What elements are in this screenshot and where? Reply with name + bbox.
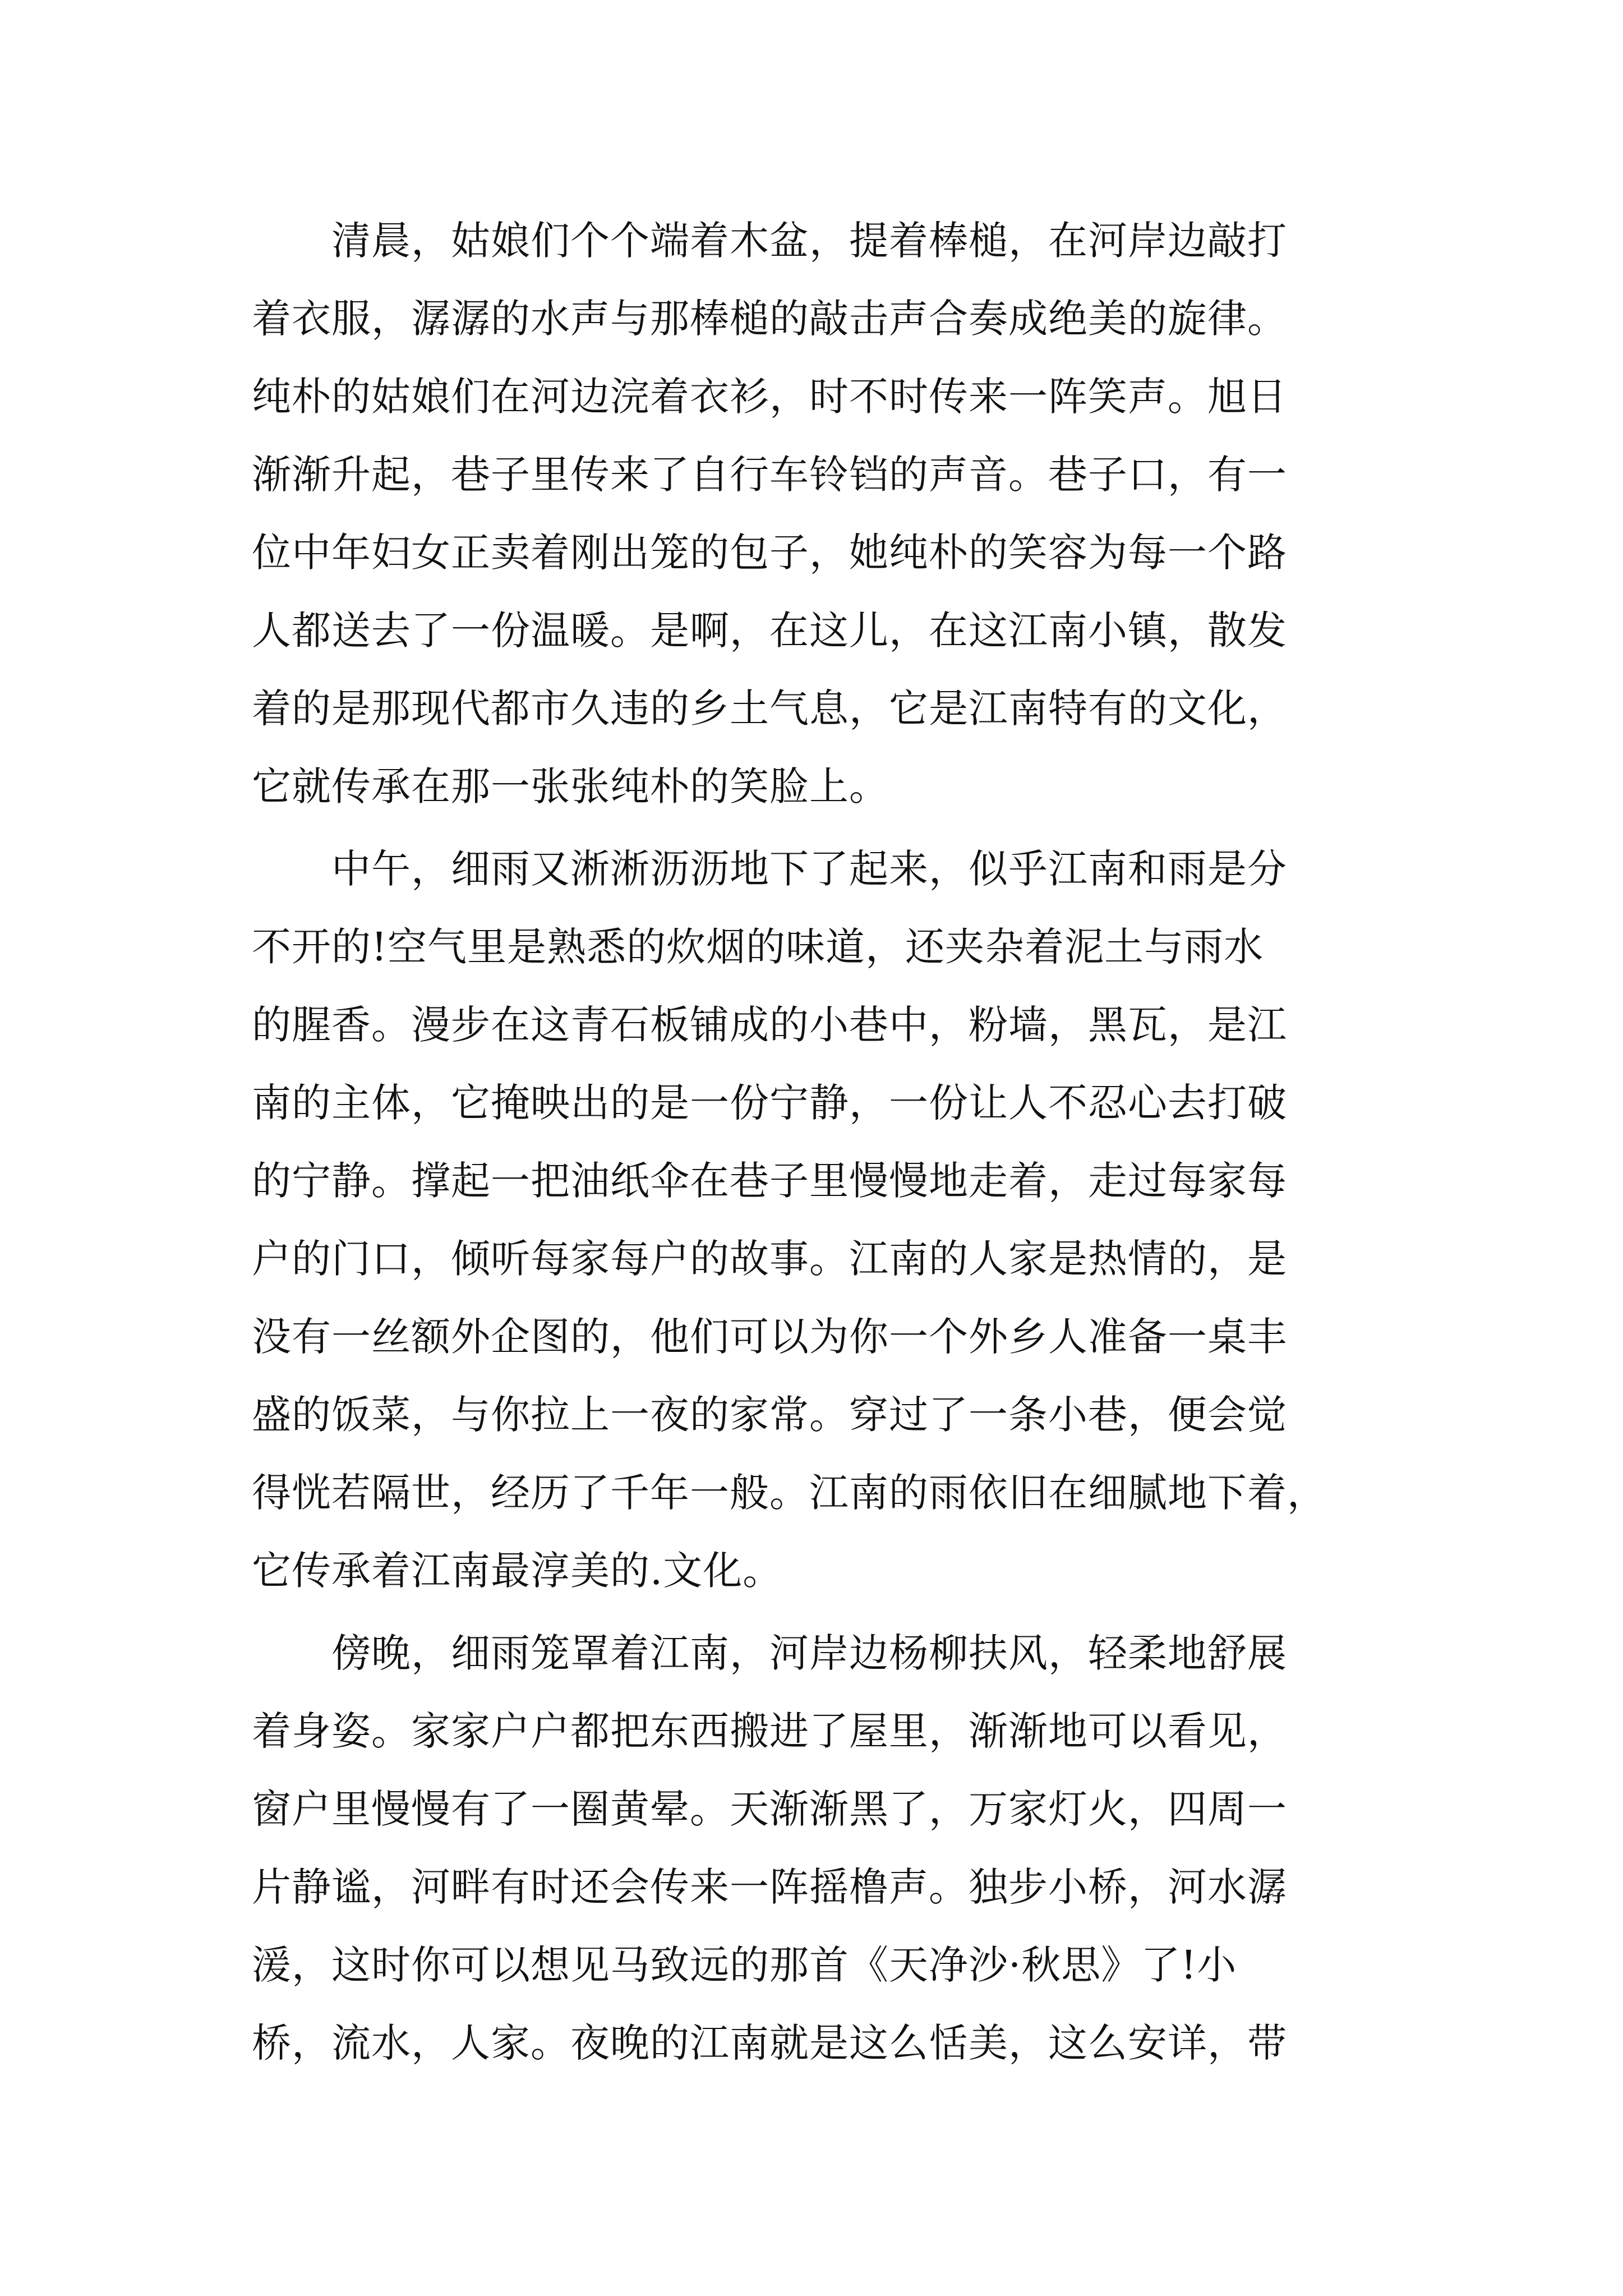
paragraph-3-line-3: 窗户里慢慢有了一圈黄晕。天渐渐黑了，万家灯火，四周一 (252, 1786, 1287, 1832)
paragraph-1-line-8: 它就传承在那一张张纯朴的笑脸上。 (252, 763, 889, 809)
paragraph-1-line-1: 清晨，姑娘们个个端着木盆，提着棒槌，在河岸边敲打 (252, 218, 1287, 264)
paragraph-3-line-5: 湲，这时你可以想见马致远的那首《天净沙·秋思》了!小 (252, 1942, 1237, 1988)
paragraph-3-line-2: 着身姿。家家户户都把东西搬进了屋里，渐渐地可以看见， (252, 1708, 1287, 1754)
paragraph-2-line-9: 得恍若隔世，经历了千年一般。江南的雨依旧在细腻地下着， (252, 1470, 1327, 1516)
paragraph-2-line-2: 不开的!空气里是熟悉的炊烟的味道，还夹杂着泥土与雨水 (252, 924, 1264, 970)
paragraph-2-line-8: 盛的饭菜，与你拉上一夜的家常。穿过了一条小巷，便会觉 (252, 1392, 1287, 1438)
paragraph-1-line-3: 纯朴的姑娘们在河边浣着衣衫，时不时传来一阵笑声。旭日 (252, 374, 1287, 420)
paragraph-gap (252, 1610, 1379, 1614)
paragraph-2-line-5: 的宁静。撑起一把油纸伞在巷子里慢慢地走着，走过每家每 (252, 1158, 1287, 1204)
paragraph-1-line-6: 人都送去了一份温暖。是啊，在这儿，在这江南小镇，散发 (252, 608, 1287, 654)
paragraph-1-line-4: 渐渐升起，巷子里传来了自行车铃铛的声音。巷子口，有一 (252, 452, 1287, 498)
paragraph-2-line-7: 没有一丝额外企图的，他们可以为你一个外乡人准备一桌丰 (252, 1314, 1287, 1360)
paragraph-2-line-1: 中午，细雨又淅淅沥沥地下了起来，似乎江南和雨是分 (252, 846, 1287, 892)
paragraph-3-line-1: 傍晚，细雨笼罩着江南，河岸边杨柳扶风，轻柔地舒展 (252, 1630, 1287, 1676)
paragraph-1-line-2: 着衣服，潺潺的水声与那棒槌的敲击声合奏成绝美的旋律。 (252, 296, 1287, 342)
paragraph-3-line-6: 桥，流水，人家。夜晚的江南就是这么恬美，这么安详，带 (252, 2020, 1287, 2066)
document-body (252, 202, 1379, 2082)
paragraph-1-line-7: 着的是那现代都市久违的乡土气息，它是江南特有的文化， (252, 685, 1287, 731)
paragraph-1-line-5: 位中年妇女正卖着刚出笼的包子，她纯朴的笑容为每一个路 (252, 530, 1287, 576)
paragraph-2-line-6: 户的门口，倾听每家每户的故事。江南的人家是热情的，是 (252, 1236, 1287, 1282)
paragraph-2-line-4: 南的主体，它掩映出的是一份宁静，一份让人不忍心去打破 (252, 1080, 1287, 1126)
paragraph-2-line-3: 的腥香。漫步在这青石板铺成的小巷中，粉墙，黑瓦，是江 (252, 1002, 1287, 1048)
paragraph-gap (252, 826, 1379, 830)
paragraph-3-line-4: 片静谧，河畔有时还会传来一阵摇橹声。独步小桥，河水潺 (252, 1864, 1287, 1910)
paragraph-2-line-10: 它传承着江南最淳美的.文化。 (252, 1548, 783, 1594)
